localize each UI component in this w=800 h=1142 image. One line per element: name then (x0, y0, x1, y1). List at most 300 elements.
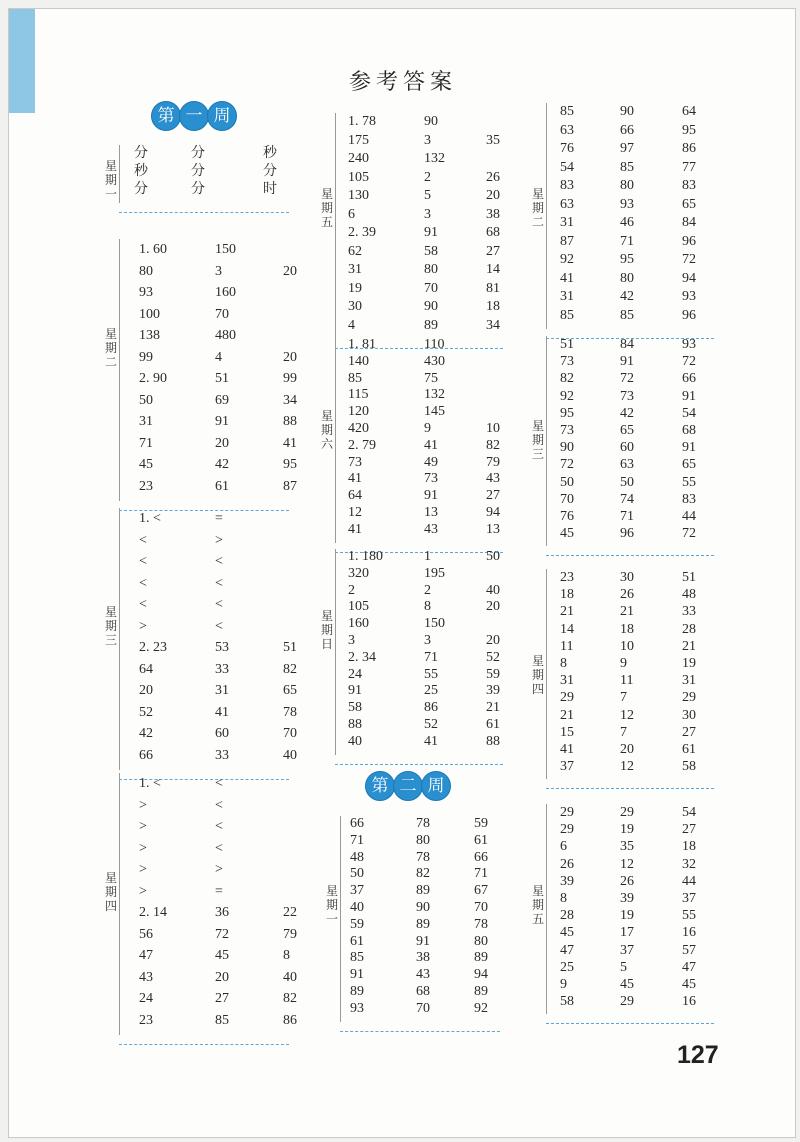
answer-cell: 2 (424, 582, 431, 598)
answer-cell: 48 (682, 587, 696, 603)
answer-block-4 (104, 773, 297, 1035)
answer-cell: 110 (424, 337, 445, 352)
answer-cell: 45 (682, 977, 696, 992)
answer-cell: 480 (215, 328, 236, 343)
answer-cell: 26 (620, 587, 634, 603)
answer-cell: 25 (424, 683, 438, 699)
answer-cell: 59 (474, 816, 488, 831)
answer-cell: > (215, 532, 223, 548)
answer-cell: 33 (682, 604, 696, 620)
answer-cell: 55 (682, 908, 696, 924)
answer-cell: 34 (283, 392, 297, 408)
answer-cell: 58 (682, 759, 696, 775)
block-rule (546, 804, 547, 1014)
answer-cell: 195 (424, 565, 445, 581)
answer-cell: 73 (620, 388, 634, 404)
answer-cell: 72 (560, 457, 574, 473)
answer-cell: 9 (620, 656, 627, 671)
weekday-label: 星 期 四 (531, 654, 544, 696)
answer-cell: 59 (350, 916, 364, 932)
answer-cell: 31 (348, 262, 362, 277)
answer-cell: 13 (424, 505, 438, 520)
answer-cell: 96 (682, 307, 696, 323)
answer-cell: 60 (215, 726, 229, 741)
answer-cell: 5 (620, 959, 627, 975)
answer-cell: 79 (486, 454, 500, 470)
answer-cell: 72 (682, 354, 696, 370)
answer-cell: 35 (620, 839, 634, 855)
answer-cell: 4 (348, 317, 355, 333)
answer-cell: 43 (486, 471, 500, 487)
answer-cell: 78 (416, 816, 430, 831)
answer-cell: 80 (139, 263, 153, 279)
answer-cell: 71 (139, 435, 153, 451)
answer-cell: 50 (486, 549, 500, 564)
answer-cell: 21 (486, 700, 500, 716)
answer-cell: 10 (486, 421, 500, 436)
answer-cell: 47 (139, 948, 153, 963)
answer-block-5 (320, 113, 503, 339)
answer-cell: 150 (215, 242, 236, 257)
answer-cell: 2. 90 (139, 371, 167, 386)
answer-cell: 58 (424, 243, 438, 259)
answer-cell: 95 (682, 122, 696, 138)
block-divider (335, 764, 503, 765)
answer-cell: 40 (486, 582, 500, 598)
answer-cell: 430 (424, 353, 445, 369)
answer-cell: 42 (620, 289, 634, 304)
answer-cell: 26 (486, 169, 500, 185)
answer-cell: 52 (486, 649, 500, 665)
answer-cell: 82 (560, 371, 574, 387)
answer-cell: 64 (348, 488, 362, 504)
answer-cell: 45 (560, 526, 574, 542)
answer-cell: 12 (620, 707, 634, 723)
answer-cell: 45 (560, 925, 574, 941)
answer-cell: 93 (682, 289, 696, 304)
answer-cell: 19 (682, 656, 696, 671)
answer-cell: 84 (682, 215, 696, 230)
answer-cell: 70 (424, 280, 438, 296)
answer-block-12 (531, 804, 714, 1014)
answer-cell: 91 (682, 388, 696, 404)
answer-cell: 58 (560, 994, 574, 1010)
answer-cell: 70 (474, 900, 488, 915)
answer-cell: 29 (560, 822, 574, 838)
answer-cell: 32 (682, 856, 696, 872)
answer-cell: 91 (416, 933, 430, 949)
answer-cell: 17 (620, 925, 634, 941)
answer-cell: 54 (560, 159, 574, 175)
answer-cell: 39 (560, 873, 574, 889)
answer-cell: 99 (139, 349, 153, 365)
answer-cell: 33 (215, 747, 229, 763)
answer-cell: 1. < (139, 511, 161, 526)
answer-cell: 65 (682, 196, 696, 212)
answer-block-10 (531, 336, 714, 546)
block-rule (546, 569, 547, 779)
answer-cell: 71 (350, 832, 364, 848)
answer-cell: 分 (191, 182, 205, 197)
answer-cell: 29 (620, 994, 634, 1010)
answer-cell: 19 (348, 280, 362, 296)
answer-cell: 39 (620, 891, 634, 906)
answer-cell: 18 (486, 299, 500, 314)
answer-cell: 120 (348, 404, 369, 420)
answer-cell: < (139, 554, 147, 569)
answer-cell: 34 (486, 317, 500, 333)
answer-cell: 41 (348, 521, 362, 537)
answer-cell: 90 (424, 299, 438, 314)
answer-cell: 8 (283, 948, 290, 963)
answer-block-7 (320, 549, 503, 755)
answer-cell: 36 (215, 905, 229, 920)
block-divider (340, 1031, 500, 1032)
answer-cell: 77 (682, 159, 696, 175)
answer-cell: 3 (424, 132, 431, 148)
weekday-label: 星 期 五 (320, 187, 333, 229)
block-divider (119, 212, 289, 213)
answer-cell: 86 (424, 700, 438, 716)
answer-cell: 31 (560, 289, 574, 304)
answer-cell: 82 (283, 991, 297, 1006)
answer-cell: 2. 23 (139, 640, 167, 655)
answer-cell: 89 (424, 317, 438, 333)
answer-cell: 43 (139, 969, 153, 985)
answer-cell: 94 (682, 270, 696, 286)
answer-cell: 61 (215, 478, 229, 494)
page-number: 127 (677, 1041, 719, 1069)
answer-cell: 85 (620, 159, 634, 175)
answer-cell: 38 (416, 950, 430, 966)
answer-cell: 24 (139, 991, 153, 1006)
answer-cell: 20 (486, 188, 500, 203)
block-rule (119, 508, 120, 770)
answer-cell: 3 (424, 633, 431, 648)
answer-cell: 86 (283, 1012, 297, 1028)
answer-cell: < (215, 819, 223, 834)
answer-cell: 92 (474, 1000, 488, 1016)
answer-cell: 83 (682, 491, 696, 507)
answer-cell: 81 (486, 280, 500, 296)
answer-cell: 45 (139, 457, 153, 472)
answer-cell: 90 (560, 440, 574, 456)
answer-cell: 分 (191, 164, 205, 179)
answer-cell: 2. 39 (348, 225, 376, 240)
block-divider (119, 1044, 289, 1045)
answer-cell: 29 (620, 805, 634, 820)
answer-cell: 85 (620, 307, 634, 323)
answer-cell: 83 (682, 178, 696, 193)
answer-cell: 85 (560, 104, 574, 119)
answer-cell: 2 (348, 582, 355, 598)
answer-cell: 85 (215, 1012, 229, 1028)
answer-cell: 83 (560, 178, 574, 193)
answer-cell: 1. < (139, 776, 161, 791)
answer-cell: 11 (560, 638, 574, 654)
answer-cell: 40 (348, 733, 362, 749)
answer-cell: 150 (424, 616, 445, 632)
answer-cell: 41 (348, 471, 362, 487)
badge-char: 二 (393, 771, 423, 801)
answer-cell: 12 (620, 759, 634, 775)
answer-cell: 1. 60 (139, 242, 167, 257)
answer-cell: 2. 79 (348, 437, 376, 453)
answer-cell: > (139, 797, 147, 813)
answer-cell: 115 (348, 387, 369, 403)
answer-cell: 76 (560, 141, 574, 156)
answer-cell: 93 (620, 196, 634, 212)
answer-cell: 39 (486, 683, 500, 699)
answer-cell: 65 (620, 423, 634, 438)
answer-cell: 1. 78 (348, 114, 376, 129)
answer-cell: < (215, 618, 223, 634)
answer-cell: 42 (139, 726, 153, 741)
answer-cell: 89 (416, 883, 430, 899)
answer-cell: 175 (348, 132, 369, 148)
answer-cell: 2. 34 (348, 649, 376, 665)
answer-cell: 12 (348, 505, 362, 520)
answer-cell: 55 (682, 474, 696, 490)
answer-cell: 20 (283, 349, 297, 365)
answer-cell: 100 (139, 306, 160, 322)
answer-cell: 88 (486, 733, 500, 749)
answer-cell: 30 (682, 707, 696, 723)
answer-cell: 89 (474, 984, 488, 999)
answer-cell: 91 (348, 683, 362, 699)
answer-cell: 85 (348, 370, 362, 386)
answer-cell: 95 (560, 405, 574, 421)
answer-cell: 26 (620, 873, 634, 889)
block-divider (546, 1023, 714, 1024)
answer-cell: 240 (348, 151, 369, 166)
answer-cell: 51 (560, 337, 574, 352)
answer-cell: < (215, 554, 223, 569)
answer-cell: 37 (560, 759, 574, 775)
weekday-label: 星 期 三 (531, 419, 544, 461)
page-edge-accent (9, 9, 35, 113)
answer-cell: 27 (486, 243, 500, 259)
answer-cell: 分 (134, 146, 148, 161)
answer-cell: 68 (416, 984, 430, 999)
answer-cell: 72 (682, 526, 696, 542)
answer-cell: 53 (215, 640, 229, 655)
answer-cell: 71 (474, 866, 488, 882)
answer-cell: 45 (215, 948, 229, 963)
answer-cell: > (139, 840, 147, 856)
answer-cell: 70 (416, 1000, 430, 1016)
answer-cell: 1. 180 (348, 549, 383, 564)
answer-cell: 14 (486, 262, 500, 277)
answer-cell: 7 (620, 724, 627, 740)
answer-cell: 23 (560, 570, 574, 585)
answer-cell: 21 (620, 604, 634, 620)
answer-cell: 3 (215, 263, 222, 279)
answer-cell: 80 (416, 832, 430, 848)
answer-cell: 51 (682, 570, 696, 585)
answer-cell: 93 (139, 285, 153, 300)
answer-cell: 8 (424, 599, 431, 615)
answer-cell: 41 (560, 742, 574, 757)
answer-cell: 68 (486, 225, 500, 240)
answer-cell: 50 (350, 866, 364, 882)
answer-cell: 28 (682, 621, 696, 637)
answer-cell: 63 (620, 457, 634, 473)
answer-cell: 23 (139, 1012, 153, 1028)
answer-cell: 96 (682, 233, 696, 249)
answer-cell: 47 (682, 959, 696, 975)
answer-cell: 65 (682, 457, 696, 473)
answer-cell: 13 (486, 521, 500, 537)
answer-cell: < (139, 532, 147, 548)
block-rule (119, 773, 120, 1035)
answer-cell: 72 (682, 252, 696, 267)
weekday-label: 星 期 一 (325, 884, 338, 926)
weekday-label: 星 期 二 (531, 187, 544, 229)
answer-cell: 86 (682, 141, 696, 156)
answer-cell: 52 (424, 717, 438, 732)
answer-cell: 33 (215, 661, 229, 677)
answer-cell: 50 (139, 392, 153, 408)
answer-cell: 61 (486, 717, 500, 732)
answer-cell: 68 (682, 423, 696, 438)
answer-cell: 61 (350, 933, 364, 949)
block-rule (546, 103, 547, 329)
answer-cell: 138 (139, 328, 160, 343)
answer-cell: 8 (560, 891, 567, 906)
answer-cell: 61 (474, 832, 488, 848)
answer-cell: 7 (620, 690, 627, 706)
answer-cell: 25 (560, 959, 574, 975)
weekday-label: 星 期 日 (320, 609, 333, 651)
answer-cell: 80 (474, 933, 488, 949)
answer-cell: 38 (486, 206, 500, 222)
answer-cell: 130 (348, 188, 369, 203)
answer-cell: 74 (620, 491, 634, 507)
weekday-label: 星 期 五 (531, 884, 544, 926)
answer-cell: 65 (283, 683, 297, 698)
answer-block-11 (531, 569, 714, 779)
answer-cell: 47 (560, 942, 574, 958)
answer-cell: 40 (283, 747, 297, 763)
answer-cell: 37 (620, 942, 634, 958)
answer-cell: 20 (486, 633, 500, 648)
answer-cell: 82 (416, 866, 430, 882)
answer-cell: 31 (215, 683, 229, 698)
answer-cell: 70 (215, 306, 229, 322)
answer-cell: 78 (416, 849, 430, 865)
badge-char: 第 (151, 101, 181, 131)
answer-cell: 73 (424, 471, 438, 487)
answer-cell: 82 (486, 437, 500, 453)
answer-cell: 87 (560, 233, 574, 249)
answer-cell: 秒 (134, 164, 148, 179)
answer-cell: 95 (283, 457, 297, 472)
answer-cell: 18 (620, 621, 634, 637)
answer-cell: 66 (139, 747, 153, 763)
weekday-label: 星 期 一 (104, 159, 117, 201)
weekday-label: 星 期 二 (104, 327, 117, 369)
answer-cell: < (215, 797, 223, 813)
answer-cell: 63 (560, 122, 574, 138)
answer-cell: 21 (682, 638, 696, 654)
block-divider (546, 788, 714, 789)
answer-cell: < (215, 575, 223, 591)
answer-cell: 71 (620, 233, 634, 249)
answer-cell: 31 (560, 215, 574, 230)
answer-cell: 66 (620, 122, 634, 138)
answer-cell: 80 (424, 262, 438, 277)
answer-cell: 37 (350, 883, 364, 899)
answer-cell: 61 (682, 742, 696, 757)
block-rule (335, 549, 336, 755)
answer-cell: 88 (283, 414, 297, 429)
answer-cell: 50 (620, 474, 634, 490)
answer-cell: = (215, 883, 223, 899)
answer-cell: > (139, 862, 147, 877)
answer-cell: 90 (424, 114, 438, 129)
answer-cell: 19 (620, 908, 634, 924)
answer-cell: 55 (424, 666, 438, 682)
answer-cell: 92 (560, 388, 574, 404)
answer-cell: 11 (620, 673, 634, 689)
answer-cell: 94 (486, 505, 500, 520)
answer-cell: 3 (348, 633, 355, 648)
answer-cell: < (139, 597, 147, 612)
answer-page (8, 8, 796, 1138)
answer-cell: 分 (191, 146, 205, 161)
block-rule (119, 145, 120, 203)
answer-cell: 94 (474, 967, 488, 983)
answer-cell: < (139, 575, 147, 591)
answer-cell: 35 (486, 132, 500, 148)
answer-cell: 28 (560, 908, 574, 924)
answer-cell: 16 (682, 925, 696, 941)
answer-cell: 87 (283, 478, 297, 494)
answer-cell: 15 (560, 724, 574, 740)
block-rule (335, 113, 336, 339)
answer-cell: 71 (424, 649, 438, 665)
answer-cell: 91 (424, 488, 438, 504)
block-rule (340, 816, 341, 1022)
answer-cell: < (215, 597, 223, 612)
answer-cell: 105 (348, 599, 369, 615)
block-rule (546, 336, 547, 546)
weekday-label: 星 期 三 (104, 605, 117, 647)
answer-cell: 88 (348, 717, 362, 732)
answer-cell: 1. 81 (348, 337, 376, 352)
answer-cell: 27 (682, 822, 696, 838)
answer-cell: 22 (283, 905, 297, 920)
answer-cell: 160 (215, 285, 236, 300)
answer-cell: 95 (620, 252, 634, 267)
answer-cell: 145 (424, 404, 445, 420)
answer-cell: 72 (620, 371, 634, 387)
answer-cell: 19 (620, 822, 634, 838)
weekday-label: 星 期 四 (104, 871, 117, 913)
answer-cell: 96 (620, 526, 634, 542)
answer-cell: 21 (560, 707, 574, 723)
answer-cell: 26 (560, 856, 574, 872)
answer-cell: 91 (350, 967, 364, 983)
answer-cell: 5 (424, 188, 431, 203)
answer-cell: 45 (620, 977, 634, 992)
answer-cell: 54 (682, 805, 696, 820)
answer-cell: 85 (350, 950, 364, 966)
page-title: 参考答案 (349, 70, 458, 95)
answer-cell: < (215, 776, 223, 791)
answer-cell: 1 (424, 549, 431, 564)
